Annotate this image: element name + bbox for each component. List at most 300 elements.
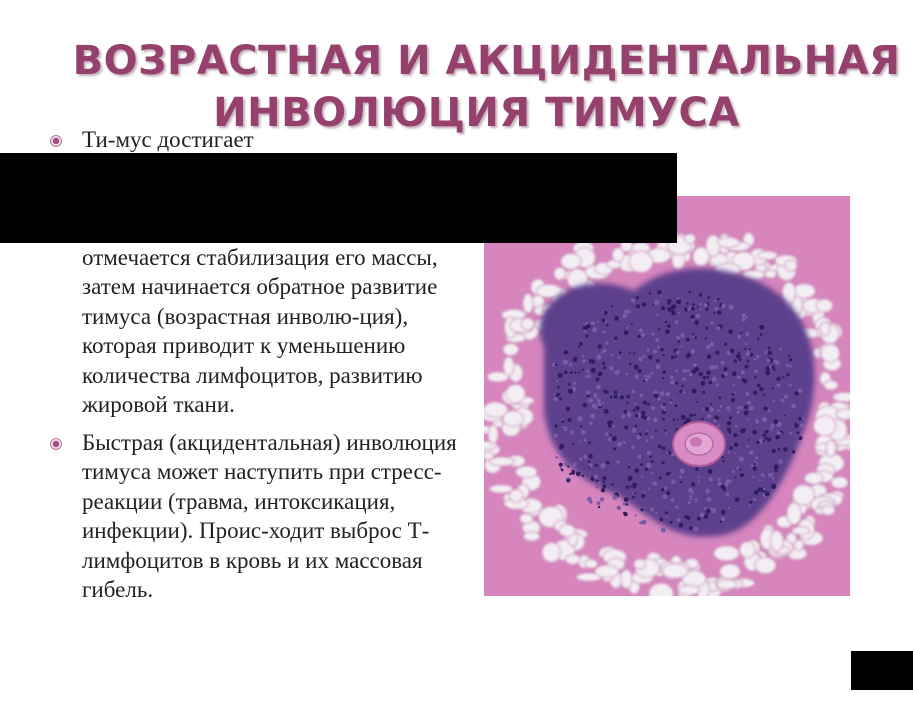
nucleus (641, 476, 643, 478)
nucleus (589, 421, 593, 425)
fat-cell (714, 546, 740, 561)
nucleus (614, 390, 618, 394)
fat-cell (826, 440, 836, 456)
nucleus (653, 481, 658, 486)
nucleus (735, 497, 740, 502)
nucleus (626, 503, 629, 506)
nucleus (735, 425, 738, 428)
nucleus (746, 316, 748, 318)
thymus-micrograph (484, 196, 850, 596)
fat-cell (561, 253, 581, 269)
nucleus (574, 371, 576, 373)
fat-cell (821, 344, 840, 362)
nucleus (643, 400, 647, 404)
fat-cell (542, 543, 561, 563)
nucleus (708, 469, 713, 474)
nucleus (698, 480, 701, 483)
nucleus (792, 450, 795, 453)
nucleus (700, 308, 702, 310)
nucleus (763, 406, 767, 410)
nucleus (650, 472, 653, 475)
nucleus (686, 302, 688, 304)
nucleus (603, 366, 606, 369)
nucleus (729, 305, 732, 308)
nucleus (629, 363, 632, 366)
nucleus (798, 417, 802, 421)
nucleus (676, 336, 680, 340)
nucleus (715, 307, 718, 310)
nucleus (573, 382, 576, 385)
nucleus (717, 311, 721, 315)
nucleus (632, 428, 637, 433)
nucleus (655, 512, 657, 514)
nucleus (661, 488, 664, 491)
nucleus (559, 463, 563, 467)
fat-cell (503, 411, 524, 427)
nucleus (613, 371, 615, 373)
nucleus (628, 478, 631, 481)
nucleus (675, 382, 678, 385)
nucleus (576, 471, 581, 476)
nucleus (705, 327, 708, 330)
nucleus (714, 365, 718, 369)
nucleus (636, 296, 639, 299)
fat-cell (634, 559, 646, 570)
nucleus (746, 392, 750, 396)
nucleus (632, 445, 635, 448)
nucleus (666, 452, 668, 454)
nucleus (671, 498, 675, 502)
nucleus (686, 353, 691, 358)
nucleus (747, 360, 750, 363)
nucleus (748, 439, 750, 441)
nucleus (579, 342, 583, 346)
nucleus (646, 463, 651, 468)
circle-bullet-icon (50, 438, 62, 450)
nucleus (644, 375, 647, 378)
nucleus (660, 348, 664, 352)
nucleus (693, 414, 696, 417)
nucleus (594, 464, 597, 467)
nucleus (624, 512, 628, 516)
nucleus (707, 497, 712, 502)
nucleus (614, 316, 619, 321)
nucleus (681, 345, 683, 347)
fat-cell (718, 237, 740, 247)
nucleus (692, 389, 697, 394)
fat-cell (816, 299, 833, 312)
nucleus (777, 431, 780, 434)
nucleus (756, 355, 759, 358)
nucleus (579, 441, 581, 443)
nucleus (623, 441, 626, 444)
nucleus (721, 510, 726, 515)
nucleus (591, 368, 596, 373)
nucleus (789, 432, 792, 435)
nucleus (786, 364, 789, 367)
nucleus (719, 396, 722, 399)
nucleus (771, 387, 773, 389)
nucleus (634, 375, 639, 380)
nucleus (681, 385, 683, 387)
nucleus (706, 371, 711, 376)
nucleus (687, 308, 690, 311)
nucleus (739, 457, 744, 462)
nucleus (756, 441, 759, 444)
fat-cell (595, 565, 619, 577)
nucleus (789, 365, 792, 368)
nucleus (700, 512, 705, 517)
slide-title (0, 35, 913, 139)
circle-bullet-icon (50, 135, 62, 147)
nucleus (626, 327, 628, 329)
nucleus (791, 404, 796, 409)
nucleus (693, 336, 695, 338)
nucleus (645, 432, 648, 435)
nucleus (606, 324, 609, 327)
nucleus (733, 433, 737, 437)
nucleus (675, 369, 678, 372)
nucleus (706, 345, 711, 350)
nucleus (707, 414, 711, 418)
nucleus (691, 349, 696, 354)
nucleus (739, 358, 742, 361)
nucleus (642, 520, 647, 525)
nucleus (618, 356, 621, 359)
nucleus (677, 340, 680, 343)
nucleus (667, 307, 672, 312)
nucleus (636, 435, 641, 440)
nucleus (647, 451, 652, 456)
nucleus (739, 469, 741, 471)
nucleus (688, 488, 693, 493)
nucleus (645, 468, 648, 471)
nucleus (601, 352, 603, 354)
nucleus (702, 418, 704, 420)
nucleus (598, 481, 602, 485)
nucleus (635, 425, 638, 428)
nucleus (590, 414, 595, 419)
nucleus (768, 409, 771, 412)
nucleus (689, 495, 692, 498)
nucleus (736, 411, 739, 414)
nucleus (747, 401, 751, 405)
nucleus (774, 421, 776, 423)
nucleus (594, 406, 598, 410)
fat-cell (506, 384, 525, 403)
nucleus (752, 430, 757, 435)
nucleus (774, 464, 779, 469)
nucleus (624, 425, 628, 429)
nucleus (603, 390, 607, 394)
nucleus (721, 304, 726, 309)
nucleus (671, 480, 676, 485)
nucleus (605, 432, 609, 436)
nucleus (684, 515, 688, 519)
nucleus (595, 377, 599, 381)
nucleus (596, 355, 601, 360)
nucleus (564, 371, 567, 374)
fat-cell (554, 267, 566, 280)
nucleus (589, 463, 593, 467)
nucleus (641, 411, 645, 415)
nucleus (610, 354, 613, 357)
nucleus (754, 490, 759, 495)
nucleus (631, 323, 633, 325)
nucleus (653, 350, 657, 354)
nucleus (594, 394, 597, 397)
nucleus (693, 363, 697, 367)
nucleus (772, 449, 776, 453)
nucleus (744, 348, 746, 350)
nucleus (689, 526, 693, 530)
nucleus (696, 401, 698, 403)
fat-cell (509, 490, 523, 503)
nucleus (563, 360, 568, 365)
nucleus (731, 398, 735, 402)
nucleus (623, 502, 627, 506)
nucleus (745, 343, 747, 345)
nucleus (689, 373, 693, 377)
nucleus (610, 434, 612, 436)
nucleus (632, 483, 637, 488)
fat-cell (684, 234, 695, 244)
nucleus (568, 383, 571, 386)
nucleus (611, 305, 613, 307)
nucleus (751, 407, 753, 409)
nucleus (722, 460, 724, 462)
fat-cell (785, 260, 797, 271)
nucleus (624, 497, 629, 502)
nucleus (656, 314, 658, 316)
nucleus (567, 465, 569, 467)
nucleus (594, 475, 599, 480)
nucleus (659, 476, 662, 479)
nucleus (600, 463, 605, 468)
nucleus (741, 332, 743, 334)
nucleus (570, 431, 574, 435)
nucleus (626, 486, 629, 489)
redaction-block (0, 153, 677, 243)
nucleus (664, 429, 666, 431)
nucleus (675, 356, 677, 358)
nucleus (666, 516, 668, 518)
fat-cell (831, 477, 848, 489)
nucleus (743, 379, 748, 384)
nucleus (705, 407, 710, 412)
nucleus (639, 521, 642, 524)
nucleus (709, 477, 713, 481)
nucleus (699, 293, 703, 297)
nucleus (591, 360, 595, 364)
nucleus (762, 417, 767, 422)
nucleus (734, 476, 736, 478)
nucleus (692, 303, 695, 306)
nucleus (654, 300, 659, 305)
nucleus (710, 365, 715, 370)
nucleus (676, 299, 681, 304)
nucleus (637, 335, 641, 339)
nucleus (677, 518, 681, 522)
nucleus (694, 320, 699, 325)
nucleus (695, 467, 699, 471)
nucleus (680, 333, 685, 338)
nucleus (632, 496, 635, 499)
nucleus (578, 371, 580, 373)
nucleus (602, 331, 605, 334)
nucleus (714, 419, 717, 422)
nucleus (582, 359, 586, 363)
nucleus (736, 407, 739, 410)
nucleus (712, 377, 717, 382)
nucleus (657, 397, 660, 400)
nucleus (765, 430, 769, 434)
nucleus (741, 370, 745, 374)
nucleus (633, 352, 635, 354)
nucleus (657, 290, 661, 294)
nucleus (624, 330, 629, 335)
nucleus (596, 385, 601, 390)
nucleus (710, 322, 713, 325)
nucleus (670, 376, 673, 379)
nucleus (665, 432, 668, 435)
fat-cell (678, 585, 700, 595)
nucleus (587, 497, 592, 502)
nucleus (744, 411, 749, 416)
nucleus (698, 476, 700, 478)
nucleus (781, 399, 785, 403)
nucleus (640, 463, 643, 466)
fat-cell (758, 251, 778, 260)
nucleus (749, 505, 751, 507)
nucleus (721, 484, 726, 489)
nucleus (654, 393, 659, 398)
redaction-block-corner (851, 651, 913, 690)
fat-cell (805, 472, 823, 484)
nucleus (597, 398, 601, 402)
nucleus (673, 419, 675, 421)
nucleus (679, 475, 682, 478)
nucleus (738, 351, 740, 353)
nucleus (755, 456, 758, 459)
nucleus (746, 351, 751, 356)
nucleus (798, 388, 803, 393)
hassall-corpuscle (673, 422, 725, 466)
nucleus (690, 498, 692, 500)
fat-cell (822, 505, 835, 515)
nucleus (650, 508, 654, 512)
nucleus (656, 359, 660, 363)
nucleus (794, 391, 799, 396)
fat-cell (523, 532, 540, 541)
nucleus (753, 391, 757, 395)
nucleus (566, 407, 571, 412)
fat-cell (814, 416, 837, 436)
nucleus (796, 431, 799, 434)
nucleus (744, 365, 748, 369)
nucleus (798, 436, 802, 440)
nucleus (682, 377, 686, 381)
fat-cell (720, 564, 741, 579)
nucleus (702, 408, 704, 410)
nucleus (617, 370, 620, 373)
nucleus (626, 373, 629, 376)
nucleus (665, 321, 668, 324)
nucleus (714, 415, 717, 418)
nucleus (724, 343, 727, 346)
nucleus (641, 494, 645, 498)
nucleus (621, 415, 625, 419)
nucleus (639, 328, 643, 332)
nucleus (564, 426, 567, 429)
nucleus (780, 432, 782, 434)
nucleus (559, 397, 562, 400)
nucleus (588, 375, 591, 378)
nucleus (686, 338, 690, 342)
nucleus (705, 308, 708, 311)
nucleus (567, 418, 571, 422)
nucleus (776, 377, 780, 381)
fat-cell (488, 425, 498, 444)
nucleus (784, 415, 786, 417)
nucleus (784, 394, 788, 398)
nucleus (624, 410, 627, 413)
nucleus (734, 359, 737, 362)
nucleus (638, 357, 643, 362)
nucleus (689, 291, 691, 293)
fat-cell (717, 580, 738, 590)
nucleus (614, 337, 617, 340)
nucleus (737, 335, 741, 339)
nucleus (585, 335, 588, 338)
nucleus (598, 506, 600, 508)
nucleus (657, 346, 660, 349)
nucleus (701, 381, 706, 386)
fat-cell (612, 248, 624, 262)
nucleus (652, 333, 655, 336)
nucleus (747, 418, 749, 420)
nucleus (740, 473, 744, 477)
nucleus (732, 393, 735, 396)
nucleus (678, 312, 680, 314)
nucleus (707, 355, 711, 359)
nucleus (762, 490, 764, 492)
nucleus (768, 473, 772, 477)
nucleus (775, 360, 779, 364)
nucleus (754, 358, 757, 361)
nucleus (749, 348, 751, 350)
nucleus (612, 436, 617, 441)
nucleus (763, 433, 767, 437)
nucleus (702, 391, 705, 394)
nucleus (655, 430, 657, 432)
nucleus (557, 386, 560, 389)
nucleus (775, 435, 780, 440)
fat-cell (585, 559, 598, 568)
nucleus (726, 406, 730, 410)
fat-cell (787, 503, 801, 525)
nucleus (632, 390, 636, 394)
nucleus (717, 298, 720, 301)
nucleus (555, 456, 558, 459)
nucleus (721, 517, 725, 521)
nucleus (752, 476, 754, 478)
nucleus (666, 491, 670, 495)
nucleus (729, 446, 733, 450)
nucleus (795, 422, 798, 425)
nucleus (561, 420, 564, 423)
nucleus (628, 466, 631, 469)
